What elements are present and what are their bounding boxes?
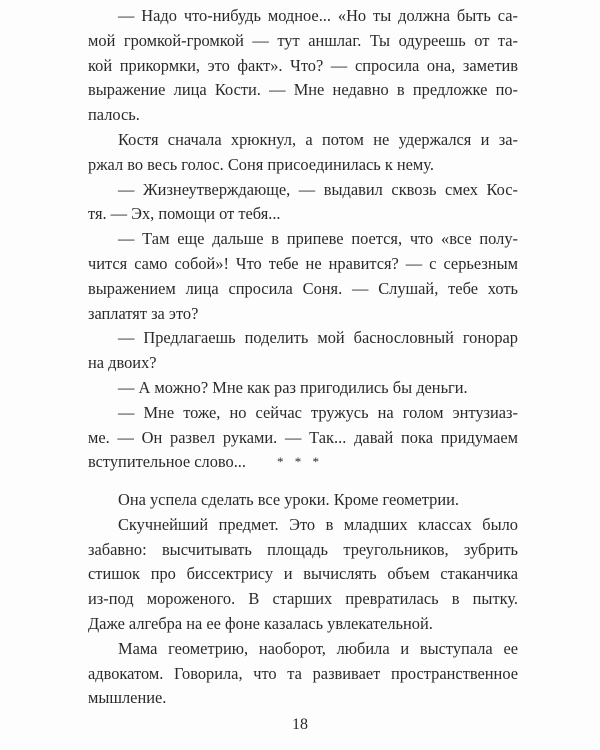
text-line: выражение лица Кости. — Мне недавно в предложке по- <box>88 80 518 100</box>
text-line: ржал во весь голос. Соня присоединилась к нему. <box>88 154 434 174</box>
text-line: ме. — Он развел руками. — Так... давай пока придумаем <box>88 427 518 447</box>
text-line: мой громкой-громкой — тут аншлаг. Ты одуреешь от та- <box>88 30 518 50</box>
text-line: — Там еще дальше в припеве поется, что «все полу- <box>118 229 518 249</box>
text-line: чится само собой»! Что тебе не нравится? — с серьезным <box>88 253 518 273</box>
text-line: из-под мороженого. В старших превратилась в пытку. <box>88 589 518 609</box>
text-line: забавно: высчитывать площадь треугольников, зубрить <box>88 539 518 559</box>
text-line: кой прикормки, это факт». Что? — спросила она, заметив <box>88 55 518 75</box>
text-line: выражением лица спросила Соня. — Слушай, тебе хоть <box>88 278 518 298</box>
text-line: вступительное слово... <box>88 452 246 472</box>
text-block-top <box>88 4 518 475</box>
text-line: на двоих? <box>88 353 157 373</box>
text-line: палось. <box>88 105 140 125</box>
text-line: Костя сначала хрюкнул, а потом не удержался и за- <box>118 129 518 149</box>
text-line: стишок про биссектрису и вычислять объем стаканчика <box>88 564 518 584</box>
text-line: мышление. <box>88 688 167 708</box>
text-line: — Надо что-нибудь модное... «Но ты должна быть са- <box>118 6 518 25</box>
text-line: Даже алгебра на ее фоне казалась увлекательной. <box>88 613 433 633</box>
text-block-bottom <box>88 488 518 711</box>
text-line: — А можно? Мне как раз пригодились бы деньги. <box>118 377 468 397</box>
text-line: тя. — Эх, помощи от тебя... <box>88 204 281 224</box>
text-line: — Мне тоже, но сейчас тружусь на голом энтузиаз- <box>118 402 518 422</box>
text-line: Скучнейший предмет. Это в младших классах было <box>118 514 518 534</box>
text-line: Мама геометрию, наоборот, любила и выступала ее <box>118 638 518 658</box>
text-line: — Предлагаешь поделить мой баснословный гонорар <box>118 328 518 348</box>
text-line: адвокатом. Говорила, что та развивает пространственное <box>88 663 518 683</box>
text-line: — Жизнеутверждающе, — выдавил сквозь смех Кос- <box>118 179 518 199</box>
text-line: Она успела сделать все уроки. Кроме геометрии. <box>118 490 459 509</box>
text-line: заплатят за это? <box>88 303 199 323</box>
section-separator: * * * <box>277 454 323 469</box>
page-number: 18 <box>292 716 308 733</box>
